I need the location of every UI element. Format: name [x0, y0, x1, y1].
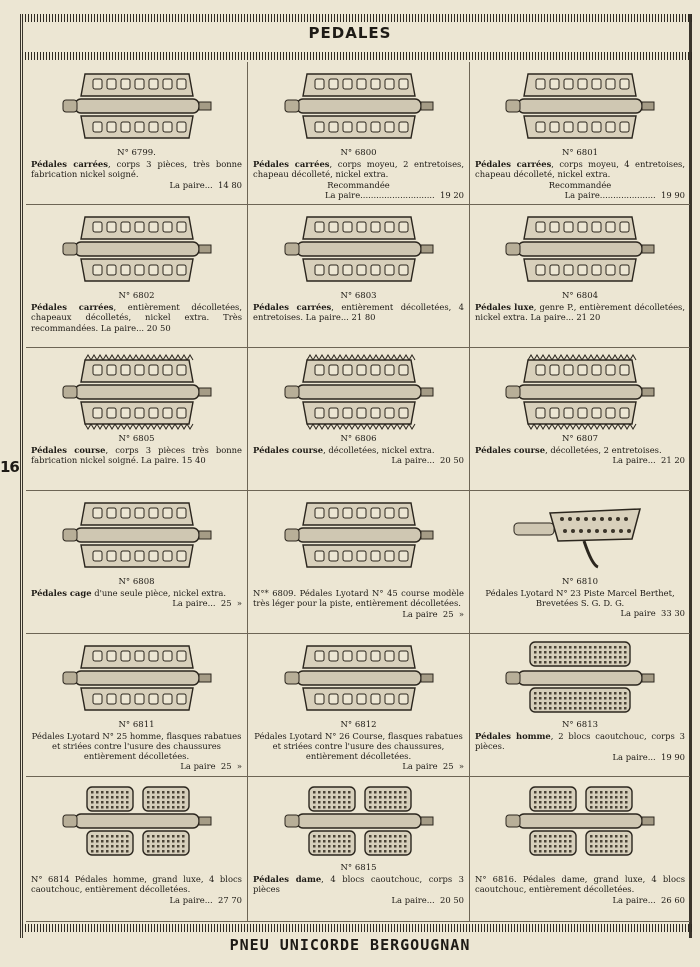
catalog-item — [26, 348, 248, 491]
catalog-item — [26, 634, 248, 777]
item-number: N° 6810 — [561, 577, 599, 587]
item-name: Pédales carrées — [31, 302, 114, 312]
item-price: La paire... 25 » — [172, 598, 242, 609]
item-number: N° 6805 — [118, 434, 155, 444]
item-number: N° 6815 — [340, 863, 377, 873]
item-description — [31, 445, 242, 466]
item-details: d'une seule pièce, nickel extra. — [91, 588, 227, 598]
item-number: N° 6800 — [340, 148, 377, 158]
item-description — [253, 874, 464, 895]
catalog-item — [248, 348, 470, 491]
item-name: Pédales carrées — [253, 302, 332, 312]
item-details: , corps moyeu, 2 entretoises, chapeau décolleté, nickel extra. — [253, 159, 465, 180]
item-number: N° 6813 — [561, 720, 599, 730]
item-name: Pédales cage — [31, 588, 92, 598]
pedal-racing-icon — [475, 351, 685, 433]
item-note: Recommandée — [548, 179, 612, 190]
item-price: La paire 25 » — [402, 608, 464, 619]
catalog-item — [248, 634, 470, 777]
item-price: La paire..................... 19 90 — [564, 189, 685, 200]
item-details: , entièrement décolletées, chapeaux décolletés, nickel extra. Très recommandées. La paire... 20 50 — [31, 302, 242, 333]
item-details: , entièrement décolletées, 4 entretoises. La paire... 21 80 — [253, 302, 465, 323]
catalog-item — [470, 634, 690, 777]
footer-advert: PNEU UNICORDE BERGOUGNAN — [229, 936, 471, 954]
item-description — [31, 302, 242, 333]
item-number — [253, 577, 464, 588]
item-name: Pédales carrées — [253, 159, 330, 169]
catalog-item — [248, 205, 470, 348]
pedal-cage-icon — [31, 494, 242, 576]
item-note: Pédales Lyotard N° 23 Piste Marcel Berthet, Brevetées S. G. D. G. — [485, 588, 675, 608]
catalog-grid — [26, 62, 690, 922]
catalog-item — [470, 205, 690, 348]
item-name: Pédales luxe — [475, 302, 534, 312]
item-price: La paire... 27 70 — [169, 894, 242, 905]
catalog-item — [248, 491, 470, 634]
item-name: Pédales dame — [253, 874, 322, 884]
item-name: Pédales course — [31, 445, 106, 455]
item-number: N° 6802 — [118, 291, 155, 301]
pedal-racing-icon — [253, 351, 464, 433]
item-description — [253, 588, 464, 609]
item-details: , 2 blocs caoutchouc, corps 3 pièces. — [475, 731, 685, 752]
catalog-item — [470, 62, 690, 205]
item-number: N° 6808 — [118, 577, 155, 587]
title-rule — [22, 52, 692, 60]
item-price: La paire 25 » — [402, 761, 464, 771]
item-number: N° 6804 — [561, 291, 599, 301]
item-description — [253, 302, 464, 323]
item-details: , 4 blocs caoutchouc, corps 3 pièces — [253, 874, 464, 895]
item-note: Pédales Lyotard N° 26 Course, flasques rabatues et striées contre l'usure des chaussures, entièrement décolletées. — [254, 731, 463, 761]
item-number: N° 6812 — [340, 720, 377, 730]
item-number: N° 6799. — [117, 148, 156, 158]
pedal-square-cage-icon — [31, 65, 242, 147]
item-name: Pédales carrées — [475, 159, 552, 169]
bottom-rule — [22, 924, 692, 932]
item-number — [31, 863, 242, 874]
item-price: La paire... 20 50 — [391, 455, 464, 466]
catalog-item — [26, 62, 248, 205]
pedal-racing-icon — [31, 351, 242, 433]
pedal-lyotard-icon — [253, 494, 464, 576]
item-name: Pédales carrées — [31, 159, 108, 169]
item-description — [475, 874, 685, 895]
item-price: La paire... 19 90 — [612, 751, 685, 762]
item-note: Recommandée — [327, 179, 390, 190]
item-description — [475, 445, 685, 455]
item-details: , décolletées, nickel extra. — [323, 445, 435, 455]
item-name: Pédales course — [475, 445, 546, 455]
top-rule — [22, 14, 692, 22]
item-details: , genre P., entièrement décolletées, nickel extra. La paire... 21 20 — [475, 302, 686, 323]
catalog-item — [26, 205, 248, 348]
pedal-luxe-icon — [475, 208, 685, 290]
item-details: N° 6814 Pédales homme, grand luxe, 4 blocs caoutchouc, entièrement décolletées. — [31, 874, 242, 895]
item-number: N° 6806 — [340, 434, 377, 444]
item-number: N° 6807 — [561, 434, 599, 444]
item-price: La paire... 20 50 — [391, 894, 464, 905]
catalog-item — [248, 62, 470, 205]
item-number: N° 6811 — [118, 720, 155, 730]
item-description — [31, 159, 242, 180]
catalog-item — [26, 777, 248, 922]
catalog-item — [248, 777, 470, 922]
catalog-item — [470, 491, 690, 634]
pedal-square-cutout-icon — [253, 65, 464, 147]
item-price: La paire 25 » — [180, 761, 242, 771]
item-price: La paire... 14 80 — [169, 179, 242, 190]
item-name: Pédales homme — [475, 731, 551, 741]
pedal-square-cutout-icon — [253, 208, 464, 290]
item-description — [253, 445, 464, 455]
pedal-square-cutout-icon — [31, 208, 242, 290]
item-price: La paire............................ 19 20 — [324, 189, 464, 200]
item-number: N° 6803 — [340, 291, 377, 301]
item-description — [31, 874, 242, 895]
item-description — [253, 159, 464, 180]
item-name: Pédales course — [253, 445, 324, 455]
item-description — [475, 302, 685, 323]
item-price: La paire... 21 20 — [612, 455, 685, 466]
pedal-rubber-block-icon — [475, 637, 685, 719]
item-details: , corps 3 pièces très bonne fabrication nickel soigné. La paire. 15 40 — [31, 445, 242, 466]
item-description — [475, 731, 685, 752]
pedal-rubber-4block-icon — [475, 780, 685, 862]
pedal-lyotard-icon — [253, 637, 464, 719]
item-details: , corps 3 pièces, très bonne fabrication nickel soigné. — [31, 159, 243, 180]
catalog-item — [470, 777, 690, 922]
page-title: PEDALES — [308, 24, 392, 42]
page-number: 16 — [0, 458, 19, 476]
item-note: Pédales Lyotard N° 25 homme, flasques rabatues et striées contre l'usure des chaussures entièrement décolletées. — [31, 731, 242, 761]
item-price: La paire... 26 60 — [612, 894, 685, 905]
pedal-piste-icon — [475, 494, 685, 576]
pedal-rubber-4block-icon — [31, 780, 242, 862]
item-description — [31, 588, 242, 598]
catalog-item — [470, 348, 690, 491]
item-details: N°* 6809. Pédales Lyotard N° 45 course modèle très léger pour la piste, entièrement décolletées. — [253, 588, 464, 609]
item-details: , décolletées, 2 entretoises. — [545, 445, 662, 455]
pedal-rubber-4block-icon — [253, 780, 464, 862]
item-details: , corps moyeu, 4 entretoises, chapeau décolleté, nickel extra. — [475, 159, 685, 180]
item-number — [475, 863, 685, 874]
item-price: La paire 33 30 — [620, 608, 685, 618]
catalog-item — [26, 491, 248, 634]
item-description — [475, 159, 685, 180]
pedal-square-cutout-icon — [475, 65, 685, 147]
item-details: N° 6816. Pédales dame, grand luxe, 4 blocs caoutchouc, entièrement décolletées. — [475, 874, 685, 895]
pedal-lyotard-icon — [31, 637, 242, 719]
item-number: N° 6801 — [561, 148, 599, 158]
